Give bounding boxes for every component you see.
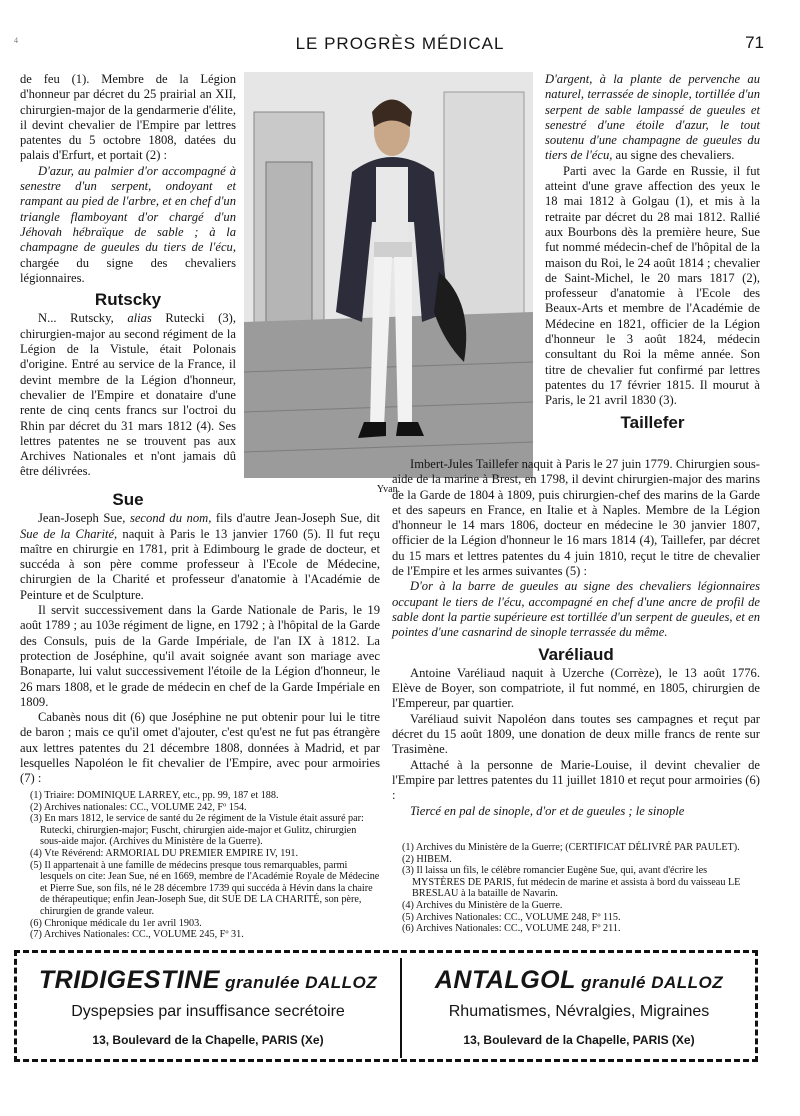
paragraph: Varéliaud suivit Napoléon dans toutes ses campagnes et reçut par décret du 15 août 1809, une donation de deux mille francs de rente sur Trasimène. xyxy=(392,711,760,757)
paragraph: Il servit successivement dans la Garde Nationale de Paris, le 19 août 1789 ; au 103e régiment de ligne, en 1792 ; à l'hôpital de la Garde des Consuls, puis de la Garde Impériale, de l'an IX à 1812. La protection de Joséphine, qu'il avait soignée avant son mariage avec Bonaparte, lui valut successivement l'étoile de la Légion d'honneur, le 26 mars 1808, et le grade de médecin en chef de la Garde Impériale en 1809. xyxy=(20,603,380,709)
paragraph: de feu (1). Membre de la Légion d'honneur par décret du 25 prairial an XII, chirurgien-major de la gendarmerie d'élite, il devint chevalier de l'Empire par lettres patentes du 5 octobre 1808, datées du palais d'Erfurt, et portait (2) : xyxy=(20,72,236,163)
armorial-text: D'azur, au palmier d'or accompagné à senestre d'un serpent, ondoyant et rampant au pied de l'arbre, et en chef d'un triangle flamboyant d'or chargé d'un Jéhovah hébraïque de sable ; à la champagne de gueules du tiers de l'écu, chargée du signe des chevaliers légionnaires. xyxy=(20,163,236,285)
footnote: (4) Vte Révérend: ARMORIAL DU PREMIER EMPIRE IV, 191. xyxy=(30,847,299,859)
ad-indication: Dyspepsies par insuffisance secrétoire xyxy=(71,1003,345,1020)
taillefer-section xyxy=(392,457,760,819)
paragraph: Parti avec la Garde en Russie, il fut atteint d'une grave affection des yeux le 18 mai 1812 à Golgau (1), et mis à la retraite par décret du 28 mai 1812. Rallié aux Bourbons dès la première heure, Sue fut nommé médecin-chef de l'hôpital de la maison du Roi, le 24 août 1814 ; chevalier de Saint-Michel, le 20 mars 1817 (2), professeur d'anatomie à l'Ecole des Beaux-Arts et membre de l'Académie de Médecine en 1821, officier de la Légion d'honneur le 3 août 1824, médecin consultant du Roi la même année. Son titre de chevalier fut confirmé par lettres patentes du 17 février 1815. Il mourut à Paris, le 21 avril 1830 (3). xyxy=(545,163,760,408)
journal-title: LE PROGRÈS MÉDICAL xyxy=(295,34,505,53)
right-column xyxy=(545,72,760,434)
footnote: (1) Triaire: DOMINIQUE LARREY, etc., pp. 99, 187 et 188. xyxy=(30,790,279,801)
footnote: (2) Archives nationales: CC., VOLUME 242, Fº 154. xyxy=(30,801,247,813)
ad-address: 13, Boulevard de la Chapelle, PARIS (Xe) xyxy=(463,1033,695,1047)
ad-indication: Rhumatismes, Névralgies, Migraines xyxy=(448,1003,710,1020)
footnote: (7) Archives Nationales: CC., VOLUME 245, Fº 31. xyxy=(30,929,244,941)
left-column xyxy=(20,72,236,480)
paragraph: Antoine Varéliaud naquit à Uzerche (Corrèze), le 13 août 1776. Elève de Boyer, son compatriote, il fut nommé, en 1805, chirurgien de l'Empereur, par quartier. xyxy=(392,665,760,711)
page-number: 71 xyxy=(745,33,764,52)
footnote: (5) Archives Nationales: CC., VOLUME 248, Fº 115. xyxy=(402,911,621,923)
footnote: (3) En mars 1812, le service de santé du 2e régiment de la Vistule était assuré par: Rutecki, chirurgien-major; Fuscht, chirurgien aide-major et Gulitz, chirurgien sous-aide major. (Archives du Ministère de la Guerre). xyxy=(30,813,364,848)
footnotes-left xyxy=(30,790,380,941)
ad-brand: ANTALGOL granulé DALLOZ xyxy=(434,966,724,994)
footnote: (1) Archives du Ministère de la Guerre; (CERTIFICAT DÉLIVRÉ PAR PAULET). xyxy=(402,842,740,853)
portrait-illustration xyxy=(244,72,533,478)
paragraph: Imbert-Jules Taillefer naquit à Paris le 27 juin 1779. Chirurgien sous-aide de la marine à Brest, en 1798, il devint chirurgien-major des marins de la Garde de 1804 à 1809, puis chirurgien-chef des marins de la Garde et des sapeurs en France, en Italie et à Naples. Membre de la Légion d'honneur le 14 mars 1806, docteur en médecine le 30 janvier 1807, officier de la Légion d'honneur le 16 mars 1814 (4), Taillefer, par décret du 15 mars et lettres patentes du 4 juin 1810, reçut le titre de chevalier de l'Empire et les armes suivantes (5) : xyxy=(392,457,760,579)
paragraph: Cabanès nous dit (6) que Joséphine ne put obtenir pour lui le titre de baron ; mais ce qu'il omet d'ajouter, c'est qu'est ne fut pas étrangère aux lettres patentes du 21 décembre 1808, données à Madrid, et par lesquelles Napoléon le fit chevalier de l'Empire, avec pour armoiries (7) : xyxy=(20,710,380,786)
sue-section xyxy=(20,486,380,787)
paragraph: Attaché à la personne de Marie-Louise, il devint chevalier de l'Empire par lettres patentes du 11 juillet 1810 et reçut pour armoiries (6) : xyxy=(392,757,760,803)
ad-divider xyxy=(400,958,402,1058)
footnote: (2) HIBEM. xyxy=(402,853,452,865)
section-title-rutscky: Rutscky xyxy=(94,290,162,310)
footnote: (6) Archives Nationales: CC., VOLUME 248, Fº 211. xyxy=(402,923,621,935)
section-title-sue: Sue xyxy=(112,490,144,509)
footnotes-right xyxy=(402,842,758,935)
footnote: (6) Chronique médicale du 1er avril 1903. xyxy=(30,917,202,929)
ad-brand: TRIDIGESTINE granulée DALLOZ xyxy=(38,966,378,994)
paragraph: Jean-Joseph Sue, second du nom, fils d'autre Jean-Joseph Sue, dit Sue de la Charité, naquit à Paris le 13 janvier 1760 (5). Il fut reçu maître en chirurgie en 1781, prit à Edimbourg le grade de docteur, et succéda à son père comme professeur à l'Ecole de Médecine, chirurgien de la Charité et professeur d'anatomie à l'Académie de Peinture et de Sculpture. xyxy=(20,511,380,602)
ad-address: 13, Boulevard de la Chapelle, PARIS (Xe) xyxy=(92,1033,324,1047)
portrait-image xyxy=(244,72,533,478)
footnote: (3) Il laissa un fils, le célèbre romancier Eugène Sue, qui, avant d'écrire les MYSTÈRES DE PARIS, fut médecin de marine et assista à bord du vaisseau LE BRESLAU à la bataille de Navarin. xyxy=(402,865,741,900)
page-mark: 4 xyxy=(14,36,18,45)
ad-tridigestine xyxy=(20,956,396,1047)
image-caption: Yvan. xyxy=(376,484,401,495)
footnote: (4) Archives du Ministère de la Guerre. xyxy=(402,899,563,911)
footnote: (5) Il appartenait à une famille de médecins presque tous remarquables, parmi lesquels on cite: Jean Sue, né en 1669, membre de l'Académie Royale de Médecine et Pierre Sue, son fils, né le 28 décembre 1739 qui succéda à Hévin dans la chaire de thérapeutique; enfin Jean-Joseph Sue, dit SUE DE LA CHARITÉ, son père, chirurgien de grande valeur. xyxy=(30,859,380,917)
armorial-text: D'argent, à la plante de pervenche au naturel, terrassée de sinople, tortillée d'un serpent de sable lampassé de gueules et senestré d'une étoile d'azur, le tout soutenu d'une champagne de gueules du tiers de l'écu, au signe des chevaliers. xyxy=(545,72,760,163)
section-title-taillefer: Taillefer xyxy=(620,412,685,432)
section-title-vareliaud: Varéliaud xyxy=(538,644,614,664)
armorial-text: D'or à la barre de gueules au signe des chevaliers légionnaires occupant le tiers de l'écu, accompagné en chef d'une ancre de profil de sable dont la partie supérieure est tortillée d'un serpent de gueules, et en pointes d'une casnarind de sinople terrassée du même. xyxy=(392,579,760,640)
paragraph: N... Rutscky, alias Rutecki (3), chirurgien-major au second régiment de la Légion de la Vistule, était Polonais d'origine. Entré au service de la France, il devint membre de la Légion d'honneur, chevalier de l'Empire et donataire d'une rente de cinq cents francs sur l'octroi du Rhin par décret du 31 mars 1812 (4). Ses lettres patentes ne se trouvent pas aux Archives Nationales et n'ont jamais dû être délivrées. xyxy=(20,311,236,479)
armorial-text: Tiercé en pal de sinople, d'or et de gueules ; le sinople xyxy=(410,803,685,818)
ad-antalgol xyxy=(404,956,754,1047)
